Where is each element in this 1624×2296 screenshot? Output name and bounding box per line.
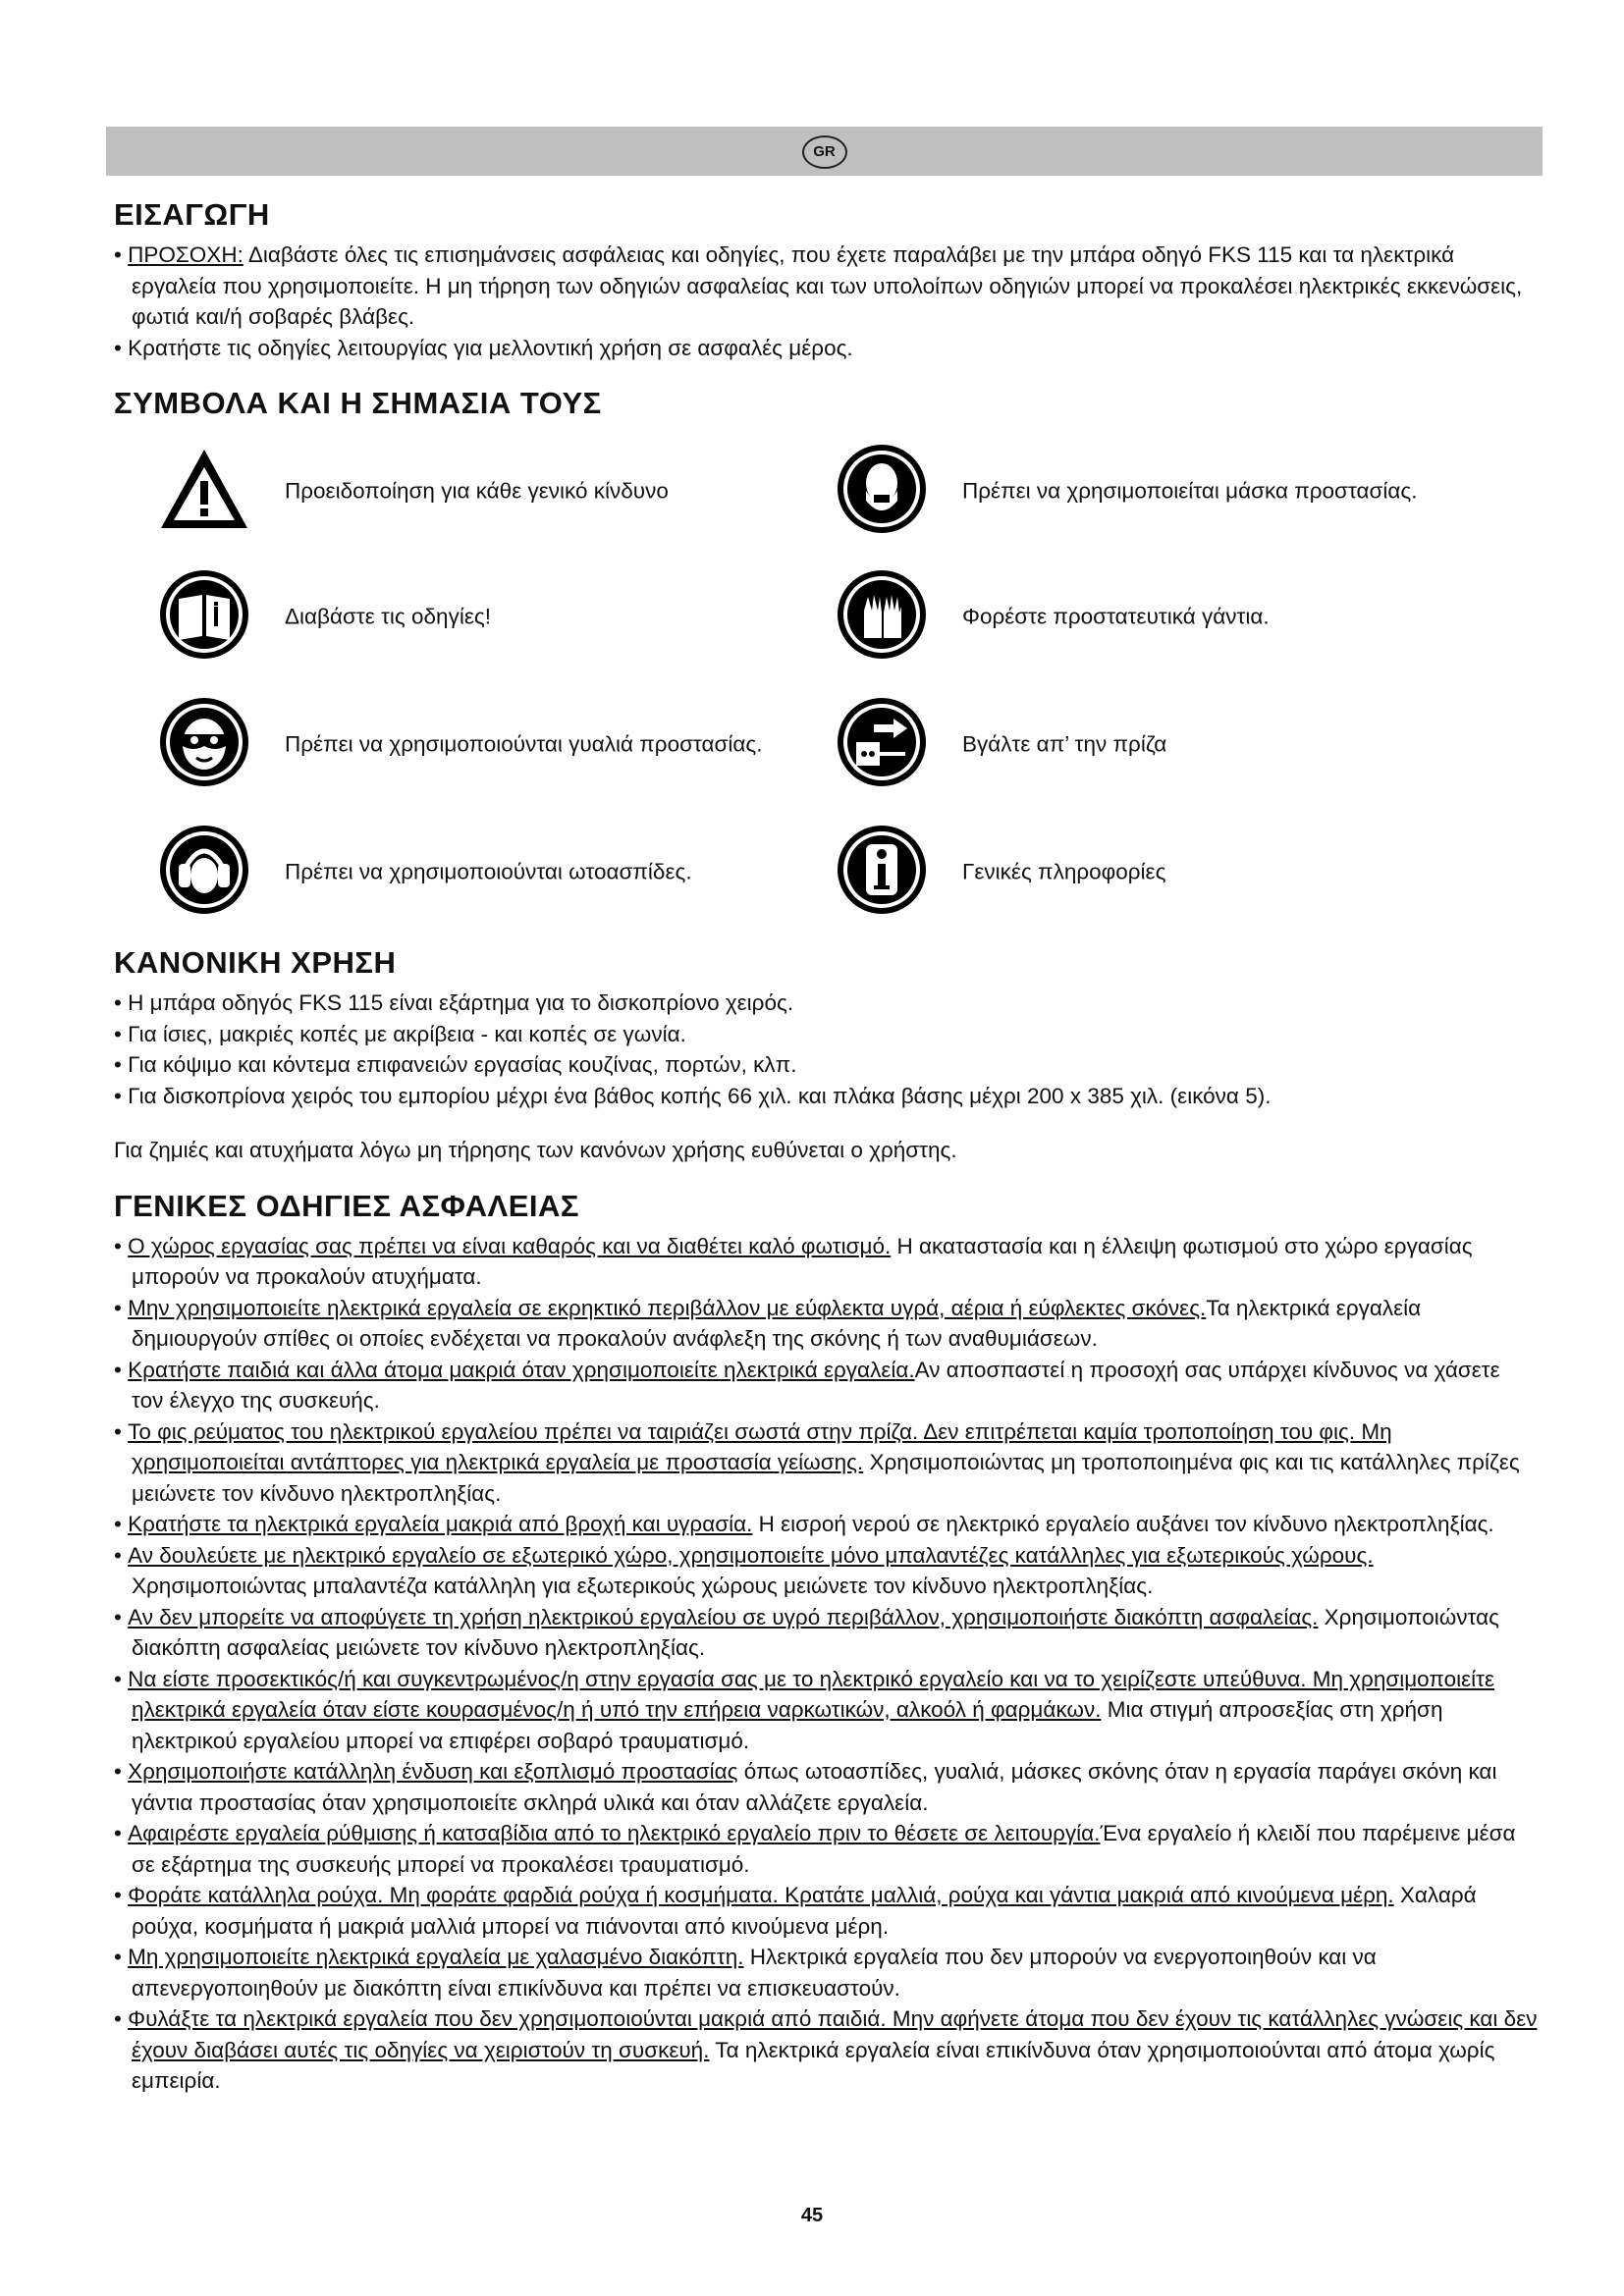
safety-item: • Αν δεν μπορείτε να αποφύγετε τη χρήση ηλεκτρικού εργαλείου σε υγρό περιβάλλον, χρησιμοποιήστε διακόπτη ασφαλείας. Χρησιμοποιώντας διακόπτη ασφαλείας μειώνετε τον κίνδυνο ηλεκτροπληξίας.	[114, 1604, 1499, 1660]
safety-rule: Αν δουλεύετε με ηλεκτρικό εργαλείο σε εξωτερικό χώρο, χρησιμοποιείτε μόνο μπαλαντέζες κατάλληλες για εξωτερικούς χώρους.	[128, 1542, 1374, 1568]
safety-explanation: Χρησιμοποιώντας μπαλαντέζα κατάλληλη για εξωτερικούς χώρους μειώνετε τον κίνδυνο ηλεκτροπληξίας.	[132, 1574, 1154, 1598]
safety-explanation: Χαλαρά ρούχα, κοσμήματα ή μακριά μαλλιά μπορεί να πιάνονται από κινούμενα μέρη.	[132, 1883, 1477, 1939]
symbol-label: Πρέπει να χρησιμοποιείται μάσκα προστασίας.	[962, 478, 1418, 504]
safety-item: • Χρησιμοποιήστε κατάλληλη ένδυση και εξοπλισμό προστασίας όπως ωτοασπίδες, γυαλιά, μάσκες σκόνης όταν η εργασία παράγει σκόνη και γάντια προστασίας όταν χρησιμοποιείτε σκληρά υλικά και όταν αλλάζετε εργαλεία.	[114, 1759, 1497, 1815]
symbol-item	[157, 823, 844, 921]
safety-explanation: Ένα εργαλείο ή κλειδί που παρέμεινε μέσα σε εξάρτημα της συσκευής μπορεί να προκαλέσει τραυματισμό.	[132, 1821, 1516, 1877]
symbol-item	[835, 567, 1522, 666]
safety-item: • Να είστε προσεκτικός/ή και συγκεντρωμένος/η στην εργασία σας με το ηλεκτρικό εργαλείο και να το χειρίζεστε υπεύθυνα. Μη χρησιμοποιείτε ηλεκτρικά εργαλεία όταν είστε κουρασμένος/η ή υπό την επήρεια ναρκωτικών, αλκοόλ ή φαρμάκων. Μια στιγμή απροσεξίας στη χρήση ηλεκτρικού εργαλείου μπορεί να επιφέρει σοβαρό τραυματισμό.	[114, 1666, 1495, 1753]
safety-explanation: Χρησιμοποιώντας μη τροποποιημένα φις και τις κατάλληλες πρίζες μειώνετε τον κίνδυνο ηλεκτροπληξίας.	[132, 1450, 1520, 1506]
safety-item: • Κρατήστε τα ηλεκτρικά εργαλεία μακριά από βροχή και υγρασία. Η εισροή νερού σε ηλεκτρικό εργαλείο αυξάνει τον κίνδυνο ηλεκτροπληξίας.	[114, 1512, 1494, 1536]
safety-item: • Το φις ρεύματος του ηλεκτρικού εργαλείου πρέπει να ταιριάζει σωστά στην πρίζα. Δεν επιτρέπεται καμία τροποποίηση του φις. Μη χρησιμοποιείται αντάπτορες για ηλεκτρικά εργαλεία με προστασία γείωσης. Χρησιμοποιώντας μη τροποποιημένα φις και τις κατάλληλες πρίζες μειώνετε τον κίνδυνο ηλεκτροπληξίας.	[114, 1418, 1520, 1506]
symbol-item	[157, 567, 844, 666]
symbol-item	[157, 695, 844, 793]
safety-goggles-icon	[157, 695, 251, 789]
intro-bullet: • ΠΡΟΣΟΧΗ: Διαβάστε όλες τις επισημάνσεις ασφάλειας και οδηγίες, που έχετε παραλάβει με την μπάρα οδηγό FKS 115 και τα ηλεκτρικά εργαλεία που χρησιμοποιείτε. Η μη τήρηση των οδηγιών ασφαλείας και των υπολοίπων οδηγιών μπορεί να προκαλέσει ηλεκτρικές εκκενώσεις, φωτιά και/ή σοβαρές βλάβες.	[114, 242, 1523, 329]
safety-rule: Κρατήστε τα ηλεκτρικά εργαλεία μακριά από βροχή και υγρασία.	[128, 1512, 753, 1536]
symbol-label: Γενικές πληροφορίες	[962, 859, 1166, 884]
normal-use-item: • Η μπάρα οδηγός FKS 115 είναι εξάρτημα για το δισκοπρίονο χειρός.	[114, 990, 794, 1015]
safety-heading: ΓΕΝΙΚΕΣ ΟΔΗΓΙΕΣ ΑΣΦΑΛΕΙΑΣ	[114, 1188, 579, 1223]
normal-use-text: Για ίσιες, μακριές κοπές με ακρίβεια - και κοπές σε γωνία.	[128, 1021, 686, 1046]
safety-explanation: Η ακαταστασία και η έλλειψη φωτισμού στο χώρο εργασίας μπορούν να προκαλούν ατυχήματα.	[132, 1233, 1473, 1289]
safety-rule: Μην χρησιμοποιείτε ηλεκτρικά εργαλεία σε εκρηκτικό περιβάλλον με εύφλεκτα υγρά, αέρια ή εύφλεκτες σκόνες.	[128, 1295, 1207, 1320]
ear-protection-icon	[157, 823, 251, 917]
symbol-item	[157, 442, 844, 540]
normal-use-item: • Για ίσιες, μακριές κοπές με ακρίβεια - και κοπές σε γωνία.	[114, 1021, 686, 1046]
intro-bullet: • Κρατήστε τις οδηγίες λειτουργίας για μελλοντική χρήση σε ασφαλές μέρος.	[114, 335, 853, 360]
symbols-heading: ΣΥΜΒΟΛΑ ΚΑΙ Η ΣΗΜΑΣΙΑ ΤΟΥΣ	[114, 386, 602, 420]
safety-item: • Φυλάξτε τα ηλεκτρικά εργαλεία που δεν χρησιμοποιούνται μακριά από παιδιά. Μην αφήνετε άτομα που δεν έχουν τις κατάλληλες γνώσεις και δεν έχουν διαβάσει αυτές τις οδηγίες να χειριστούν τη συσκευή. Τα ηλεκτρικά εργαλεία είναι επικίνδυνα όταν χρησιμοποιούνται από άτομα χωρίς εμπειρία.	[114, 2006, 1538, 2093]
safety-rule: Μη χρησιμοποιείτε ηλεκτρικά εργαλεία με χαλασμένο διακόπτη.	[128, 1945, 744, 1969]
safety-rule: Αφαιρέστε εργαλεία ρύθμισης ή κατσαβίδια από το ηλεκτρικό εργαλείο πριν το θέσετε σε λειτουργία.	[128, 1821, 1101, 1845]
info-icon	[835, 823, 929, 917]
language-badge: GR	[802, 135, 847, 169]
safety-rule: Να είστε προσεκτικός/ή και συγκεντρωμένος/η στην εργασία σας με το ηλεκτρικό εργαλείο και να το χειρίζεστε υπεύθυνα. Μη χρησιμοποιείτε ηλεκτρικά εργαλεία όταν είστε κουρασμένος/η ή υπό την επήρεια ναρκωτικών, αλκοόλ ή φαρμάκων.	[128, 1666, 1495, 1722]
symbol-label: Πρέπει να χρησιμοποιούνται γυαλιά προστασίας.	[285, 731, 763, 757]
normal-use-heading: ΚΑΝΟΝΙΚΗ ΧΡΗΣΗ	[114, 945, 397, 980]
intro-heading: ΕΙΣΑΓΩΓΗ	[114, 197, 270, 232]
safety-item: • Αν δουλεύετε με ηλεκτρικό εργαλείο σε εξωτερικό χώρο, χρησιμοποιείτε μόνο μπαλαντέζες κατάλληλες για εξωτερικούς χώρους. Χρησιμοποιώντας μπαλαντέζα κατάλληλη για εξωτερικούς χώρους μειώνετε τον κίνδυνο ηλεκτροπληξίας.	[114, 1542, 1374, 1598]
caution-label: ΠΡΟΣΟΧΗ:	[128, 242, 244, 267]
safety-explanation: Η εισροή νερού σε ηλεκτρικό εργαλείο αυξάνει τον κίνδυνο ηλεκτροπληξίας.	[752, 1512, 1494, 1536]
dust-mask-icon	[835, 442, 929, 536]
safety-rule: Ο χώρος εργασίας σας πρέπει να είναι καθαρός και να διαθέτει καλό φωτισμό.	[128, 1233, 892, 1258]
symbol-item	[835, 442, 1522, 540]
gloves-icon	[835, 567, 929, 662]
safety-rule: Φοράτε κατάλληλα ρούχα. Μη φοράτε φαρδιά ρούχα ή κοσμήματα. Κρατάτε μαλλιά, ρούχα και γάντια μακριά από κινούμενα μέρη.	[128, 1883, 1394, 1907]
safety-rule: Αν δεν μπορείτε να αποφύγετε τη χρήση ηλεκτρικού εργαλείου σε υγρό περιβάλλον, χρησιμοποιήστε διακόπτη ασφαλείας.	[128, 1604, 1319, 1629]
normal-use-text: Η μπάρα οδηγός FKS 115 είναι εξάρτημα για το δισκοπρίονο χειρός.	[128, 990, 794, 1015]
safety-item: • Κρατήστε παιδιά και άλλα άτομα μακριά όταν χρησιμοποιείτε ηλεκτρικά εργαλεία.Αν αποσπαστεί η προσοχή σας υπάρχει κίνδυνος να χάσετε τον έλεγχο της συσκευής.	[114, 1357, 1500, 1413]
safety-explanation: όπως ωτοασπίδες, γυαλιά, μάσκες σκόνης όταν η εργασία παράγει σκόνη και γάντια προστασίας όταν χρησιμοποιείτε σκληρά υλικά και όταν αλλάζετε εργαλεία.	[132, 1759, 1497, 1815]
warning-triangle-icon	[157, 442, 251, 536]
safety-explanation: Ηλεκτρικά εργαλεία που δεν μπορούν να ενεργοποιηθούν και να απενεργοποιηθούν με διακόπτη είναι επικίνδυνα και πρέπει να επισκευαστούν.	[132, 1945, 1377, 2001]
read-manual-icon	[157, 567, 251, 662]
symbol-label: Προειδοποίηση για κάθε γενικό κίνδυνο	[285, 478, 669, 504]
safety-explanation: Χρησιμοποιώντας διακόπτη ασφαλείας μειώνετε τον κίνδυνο ηλεκτροπληξίας.	[132, 1604, 1499, 1660]
safety-explanation: Τα ηλεκτρικά εργαλεία δημιουργούν σπίθες οι οποίες ενδέχεται να προκαλούν ανάφλεξη της σκόνης ή των αναθυμιάσεων.	[132, 1295, 1422, 1351]
symbol-item	[835, 823, 1522, 921]
safety-rule: Χρησιμοποιήστε κατάλληλη ένδυση και εξοπλισμό προστασίας	[128, 1759, 738, 1784]
normal-use-text: Για δισκοπρίονα χειρός του εμπορίου μέχρι ένα βάθος κοπής 66 χιλ. και πλάκα βάσης μέχρι 200 x 385 χιλ. (εικόνα 5).	[128, 1083, 1272, 1108]
safety-item: • Ο χώρος εργασίας σας πρέπει να είναι καθαρός και να διαθέτει καλό φωτισμό. Η ακαταστασία και η έλλειψη φωτισμού στο χώρο εργασίας μπορούν να προκαλούν ατυχήματα.	[114, 1233, 1473, 1289]
symbol-label: Πρέπει να χρησιμοποιούνται ωτοασπίδες.	[285, 859, 692, 884]
safety-explanation: Αν αποσπαστεί η προσοχή σας υπάρχει κίνδυνος να χάσετε τον έλεγχο της συσκευής.	[132, 1357, 1500, 1413]
symbol-label: Διαβάστε τις οδηγίες!	[285, 604, 491, 629]
page-content	[114, 196, 1538, 2097]
safety-item: • Μη χρησιμοποιείτε ηλεκτρικά εργαλεία με χαλασμένο διακόπτη. Ηλεκτρικά εργαλεία που δεν μπορούν να ενεργοποιηθούν και να απενεργοποιηθούν με διακόπτη είναι επικίνδυνα και πρέπει να επισκευαστούν.	[114, 1945, 1377, 2001]
page-number: 45	[800, 2205, 824, 2226]
normal-use-item: • Για κόψιμο και κόντεμα επιφανειών εργασίας κουζίνας, πορτών, κλπ.	[114, 1052, 797, 1077]
symbol-label: Φορέστε προστατευτικά γάντια.	[962, 604, 1270, 629]
safety-item: • Αφαιρέστε εργαλεία ρύθμισης ή κατσαβίδια από το ηλεκτρικό εργαλείο πριν το θέσετε σε λειτουργία.Ένα εργαλείο ή κλειδί που παρέμεινε μέσα σε εξάρτημα της συσκευής μπορεί να προκαλέσει τραυματισμό.	[114, 1821, 1516, 1877]
safety-item: • Μην χρησιμοποιείτε ηλεκτρικά εργαλεία σε εκρηκτικό περιβάλλον με εύφλεκτα υγρά, αέρια ή εύφλεκτες σκόνες.Τα ηλεκτρικά εργαλεία δημιουργούν σπίθες οι οποίες ενδέχεται να προκαλούν ανάφλεξη της σκόνης ή των αναθυμιάσεων.	[114, 1295, 1422, 1351]
safety-explanation: Μια στιγμή απροσεξίας στη χρήση ηλεκτρικού εργαλείου μπορεί να επιφέρει σοβαρό τραυματισμό.	[132, 1697, 1443, 1753]
header-bar	[106, 127, 1543, 176]
liability-note: Για ζημιές και ατυχήματα λόγω μη τήρησης των κανόνων χρήσης ευθύνεται ο χρήστης.	[114, 1138, 957, 1162]
safety-explanation: Τα ηλεκτρικά εργαλεία είναι επικίνδυνα όταν χρησιμοποιούνται από άτομα χωρίς εμπειρία.	[132, 2037, 1495, 2093]
normal-use-item: • Για δισκοπρίονα χειρός του εμπορίου μέχρι ένα βάθος κοπής 66 χιλ. και πλάκα βάσης μέχρι 200 x 385 χιλ. (εικόνα 5).	[114, 1083, 1272, 1108]
intro-text: Διαβάστε όλες τις επισημάνσεις ασφάλειας και οδηγίες, που έχετε παραλάβει με την μπάρα οδηγό FKS 115 και τα ηλεκτρικά εργαλεία που χρησιμοποιείτε. Η μη τήρηση των οδηγιών ασφαλείας και των υπολοίπων οδηγιών μπορεί να προκαλέσει ηλεκτρικές εκκενώσεις, φωτιά και/ή σοβαρές βλάβες.	[132, 242, 1523, 329]
symbol-item	[835, 695, 1522, 793]
unplug-icon	[835, 695, 929, 789]
normal-use-text: Για κόψιμο και κόντεμα επιφανειών εργασίας κουζίνας, πορτών, κλπ.	[128, 1052, 797, 1077]
intro-text: Κρατήστε τις οδηγίες λειτουργίας για μελλοντική χρήση σε ασφαλές μέρος.	[128, 335, 853, 360]
safety-rule: Το φις ρεύματος του ηλεκτρικού εργαλείου πρέπει να ταιριάζει σωστά στην πρίζα. Δεν επιτρέπεται καμία τροποποίηση του φις. Μη χρησιμοποιείται αντάπτορες για ηλεκτρικά εργαλεία με προστασία γείωσης.	[128, 1418, 1392, 1474]
safety-rule: Κρατήστε παιδιά και άλλα άτομα μακριά όταν χρησιμοποιείτε ηλεκτρικά εργαλεία.	[128, 1357, 915, 1382]
safety-item: • Φοράτε κατάλληλα ρούχα. Μη φοράτε φαρδιά ρούχα ή κοσμήματα. Κρατάτε μαλλιά, ρούχα και γάντια μακριά από κινούμενα μέρη. Χαλαρά ρούχα, κοσμήματα ή μακριά μαλλιά μπορεί να πιάνονται από κινούμενα μέρη.	[114, 1883, 1477, 1939]
safety-rule: Φυλάξτε τα ηλεκτρικά εργαλεία που δεν χρησιμοποιούνται μακριά από παιδιά. Μην αφήνετε άτομα που δεν έχουν τις κατάλληλες γνώσεις και δεν έχουν διαβάσει αυτές τις οδηγίες να χειριστούν τη συσκευή.	[128, 2006, 1538, 2062]
symbols-grid	[114, 442, 1538, 923]
symbol-label: Βγάλτε απ’ την πρίζα	[962, 731, 1167, 757]
